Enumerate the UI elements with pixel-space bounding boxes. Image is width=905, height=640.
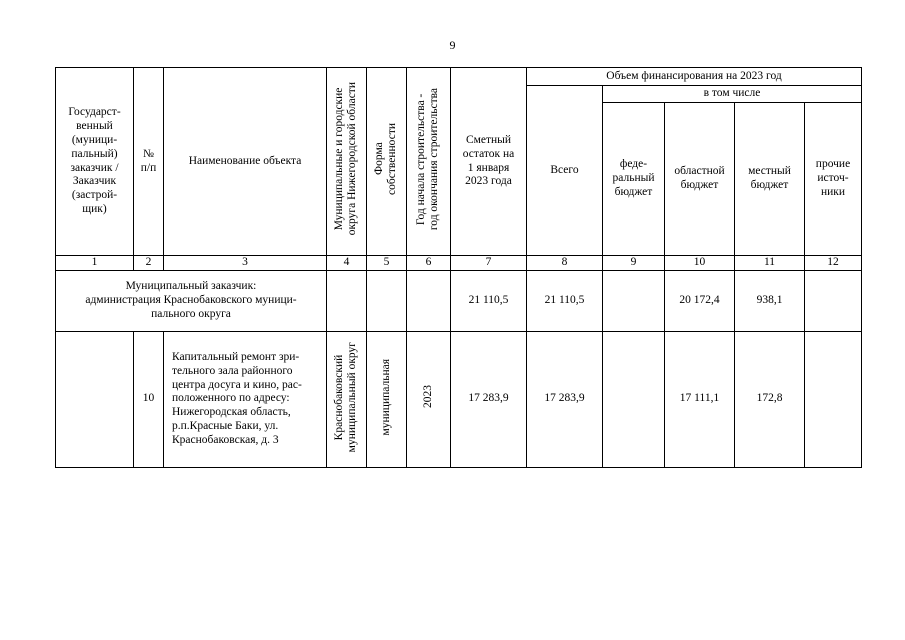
header-years-cell (407, 68, 451, 256)
column-number: 7 (451, 256, 527, 271)
summary-years (407, 270, 451, 331)
page-number: 9 (449, 38, 456, 52)
column-number: 11 (735, 256, 805, 271)
column-numbers-row (56, 256, 862, 271)
header-financing-volume: Объем финансирования на 2023 год (527, 68, 862, 86)
summary-row (56, 270, 862, 331)
object-ownership-cell (367, 331, 407, 467)
header-object-name: Наименование объекта (164, 68, 327, 256)
summary-regional: 20 172,4 (665, 270, 735, 331)
object-local: 172,8 (735, 331, 805, 467)
object-municipality-cell (327, 331, 367, 467)
header-index: № п/п (134, 68, 164, 256)
column-number: 3 (164, 256, 327, 271)
object-index: 10 (134, 331, 164, 467)
header-municipality: Муниципальные и городские округа Нижегородской области (333, 82, 359, 236)
object-name: Капитальный ремонт зри- тельного зала районного центра досуга и кино, рас- положенного по адресу: Нижегородская область, р.п.Красные Баки, ул. Краснобаковская, д. 3 (164, 331, 327, 467)
header-estimate-balance: Сметный остаток на 1 января 2023 года (451, 68, 527, 256)
header-regional: областной бюджет (665, 103, 735, 256)
header-other: прочие источ- ники (805, 103, 862, 256)
header-customer: Государст- венный (муници- пальный) заказчик / Заказчик (застрой- щик) (56, 68, 134, 256)
summary-local: 938,1 (735, 270, 805, 331)
header-total: Всего (527, 86, 603, 256)
summary-other (805, 270, 862, 331)
header-ownership-cell (367, 68, 407, 256)
financing-table (55, 67, 862, 468)
header-local: местный бюджет (735, 103, 805, 256)
summary-municipality (327, 270, 367, 331)
object-years: 2023 (421, 385, 434, 409)
column-number: 5 (367, 256, 407, 271)
object-municipality: Краснобаковский муниципальный округ (333, 341, 359, 453)
column-number: 1 (56, 256, 134, 271)
summary-federal (603, 270, 665, 331)
header-federal: феде- ральный бюджет (603, 103, 665, 256)
object-federal (603, 331, 665, 467)
column-number: 6 (407, 256, 451, 271)
object-other (805, 331, 862, 467)
header-including: в том числе (603, 86, 862, 103)
header-years: Год начала строительства - год окончания строительства (415, 88, 441, 231)
summary-total: 21 110,5 (527, 270, 603, 331)
summary-customer: Муниципальный заказчик: администрация Краснобаковского муници- пального округа (56, 270, 327, 331)
object-customer (56, 331, 134, 467)
header-municipality-cell (327, 68, 367, 256)
object-row (56, 331, 862, 467)
header-ownership: Форма собственности (373, 123, 399, 196)
object-years-cell (407, 331, 451, 467)
column-number: 12 (805, 256, 862, 271)
object-estimate-balance: 17 283,9 (451, 331, 527, 467)
column-number: 9 (603, 256, 665, 271)
summary-estimate-balance: 21 110,5 (451, 270, 527, 331)
object-regional: 17 111,1 (665, 331, 735, 467)
object-ownership: муниципальная (379, 358, 392, 436)
summary-ownership (367, 270, 407, 331)
column-number: 8 (527, 256, 603, 271)
column-number: 2 (134, 256, 164, 271)
object-total: 17 283,9 (527, 331, 603, 467)
header-row-1 (56, 68, 862, 86)
column-number: 4 (327, 256, 367, 271)
column-number: 10 (665, 256, 735, 271)
